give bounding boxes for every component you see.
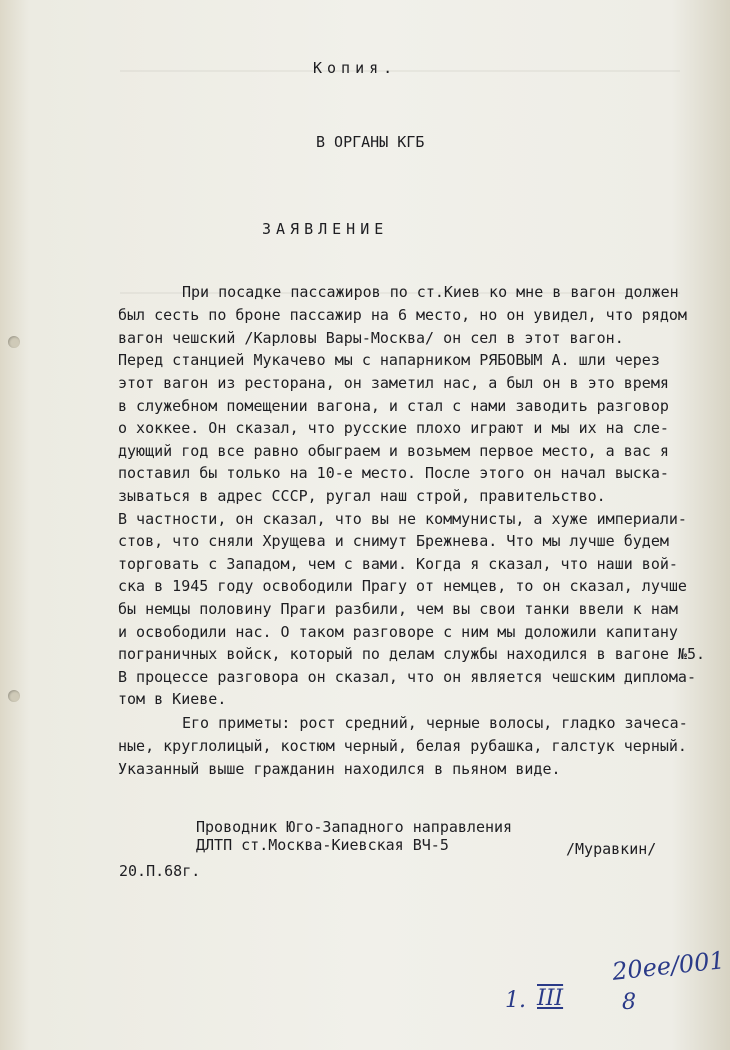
handwritten-date-day: 1.	[505, 988, 526, 1013]
document-title: ЗАЯВЛЕНИЕ	[262, 220, 389, 238]
punch-hole-top	[8, 336, 20, 348]
addressee: В ОРГАНЫ КГБ	[316, 133, 425, 151]
body-line: пограничных войск, который по делам службы находился в вагоне №5.	[118, 645, 705, 663]
signer-position-line2: ДЛТП ст.Москва-Киевская ВЧ-5	[196, 836, 449, 854]
punch-hole-bottom	[8, 690, 20, 702]
body-line: Указанный выше гражданин находился в пьяном виде.	[118, 760, 561, 778]
signer-position-line1: Проводник Юго-Западного направления	[196, 818, 513, 836]
body-line: ска в 1945 году освободили Прагу от немцев, то он сказал, лучше	[118, 577, 687, 595]
body-line: в служебном помещении вагона, и стал с нами заводить разговор	[118, 397, 669, 415]
body-line: был сесть по броне пассажир на 6 место, но он увидел, что рядом	[118, 306, 687, 324]
reverse-side-bleed	[120, 70, 680, 294]
body-line: При посадке пассажиров по ст.Киев ко мне в вагон должен	[182, 283, 679, 301]
body-line: В процессе разговора он сказал, что он является чешским диплома-	[118, 668, 696, 686]
signer-name: /Муравкин/	[566, 840, 657, 858]
handwritten-date-month: III	[537, 986, 564, 1011]
body-line: Перед станцией Мукачево мы с напарником РЯБОВЫМ А. шли через	[118, 351, 660, 369]
body-line: вагон чешский /Карловы Вары-Москва/ он сел в этот вагон.	[118, 329, 624, 347]
body-line: и освободили нас. О таком разговоре с ним мы доложили капитану	[118, 623, 678, 641]
copy-label: Копия.	[313, 59, 398, 77]
handwritten-date-year: 8	[622, 990, 636, 1015]
body-line: ные, круглолицый, костюм черный, белая рубашка, галстук черный.	[118, 737, 687, 755]
body-line: этот вагон из ресторана, он заметил нас, а был он в это время	[118, 374, 669, 392]
document-date: 20.П.68г.	[119, 862, 201, 880]
body-line: том в Киеве.	[118, 690, 227, 708]
body-line: торговать с Западом, чем с вами. Когда я сказал, что наши вой-	[118, 555, 678, 573]
body-line: дующий год все равно обыграем и возьмем первое место, а вас я	[118, 442, 669, 460]
body-line: о хоккее. Он сказал, что русские плохо играют и мы их на сле-	[118, 419, 669, 437]
body-line: бы немцы половину Праги разбили, чем вы свои танки ввели к нам	[118, 600, 678, 618]
handwritten-archive-number: 20ee/001	[610, 946, 726, 986]
body-line: В частности, он сказал, что вы не коммунисты, а хуже империали-	[118, 510, 687, 528]
body-line: стов, что сняли Хрущева и снимут Брежнева. Что мы лучше будем	[118, 532, 669, 550]
body-line: поставил бы только на 10-е место. После этого он начал выска-	[118, 464, 669, 482]
body-line: зываться в адрес СССР, ругал наш строй, правительство.	[118, 487, 606, 505]
body-line: Его приметы: рост средний, черные волосы, гладко зачеса-	[182, 714, 688, 732]
